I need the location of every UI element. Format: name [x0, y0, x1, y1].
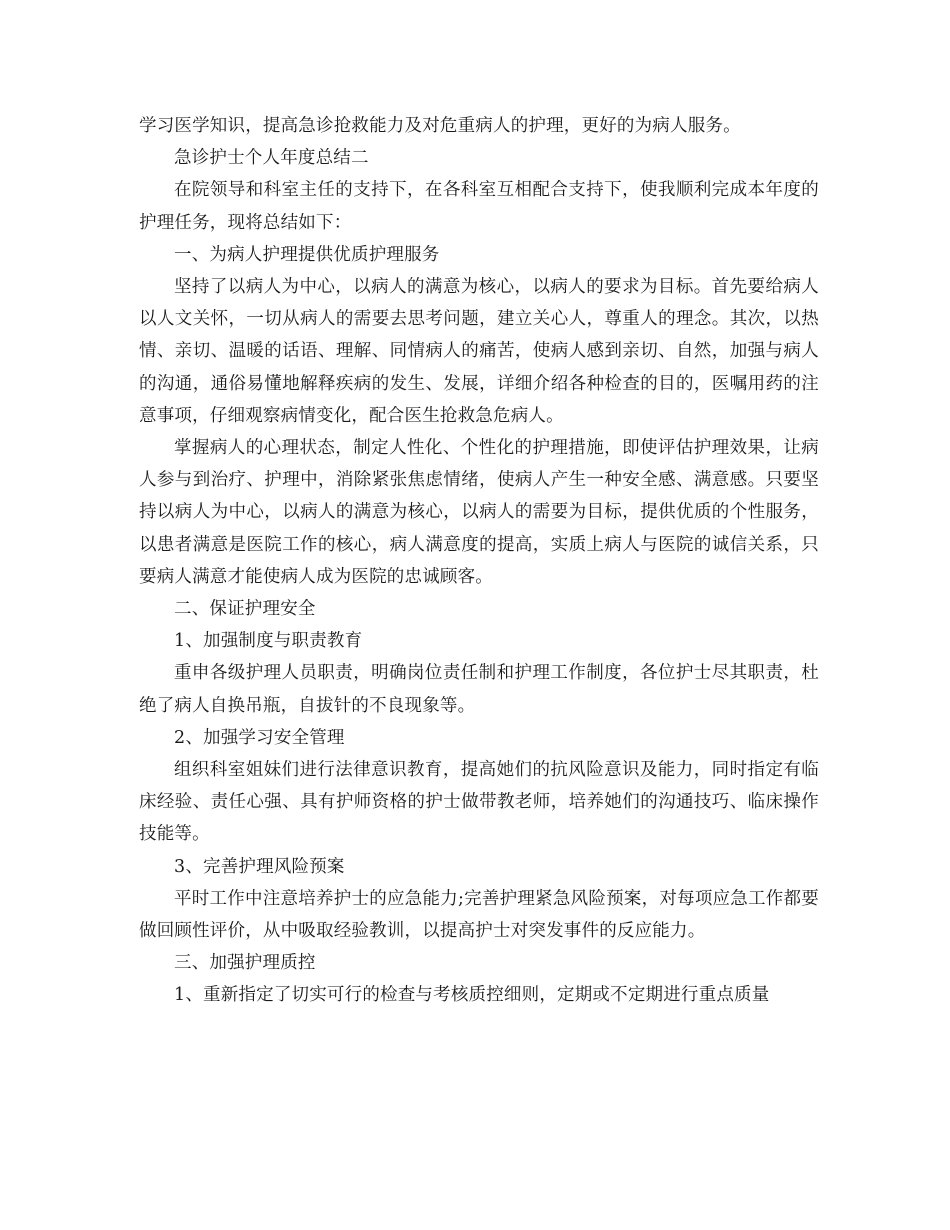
paragraph-intro: 在院领导和科室主任的支持下，在各科室互相配合支持下，使我顺利完成本年度的护理任务，现将总结如下： [139, 180, 819, 233]
heading-part-three: 三、加强护理质控 [174, 953, 316, 974]
subheading: 1、加强制度与职责教育 [174, 631, 363, 652]
paragraph: 组织科室姐妹们进行法律意识教育，提高她们的抗风险意识及能力，同时指定有临床经验、责任心强、具有护师资格的护士做带教老师，培养她们的沟通技巧、临床操作技能等。 [139, 760, 819, 845]
subheading: 2、加强学习安全管理 [174, 727, 345, 748]
section-title: 急诊护士个人年度总结二 [174, 148, 369, 169]
paragraph: 坚持了以病人为中心，以病人的满意为核心，以病人的要求为目标。首先要给病人以人文关怀，一切从病人的需要去思考问题，建立关心人，尊重人的理念。其次，以热情、亲切、温暖的话语、理解、同情病人的痛苦，使病人感到亲切、自然，加强与病人的沟通，通俗易懂地解释疾病的发生、发展，详细介绍各种检查的目的，医嘱用药的注意事项，仔细观察病情变化，配合医生抢救急危病人。 [139, 277, 819, 426]
paragraph: 1、重新指定了切实可行的检查与考核质控细则，定期或不定期进行重点质量 [174, 985, 770, 1006]
paragraph: 平时工作中注意培养护士的应急能力;完善护理紧急风险预案，对每项应急工作都要做回顾性评价，从中吸取经验教训，以提高护士对突发事件的反应能力。 [139, 888, 819, 942]
subheading: 3、完善护理风险预案 [174, 856, 345, 877]
paragraph: 掌握病人的心理状态，制定人性化、个性化的护理措施，即使评估护理效果，让病人参与到治疗、护理中，消除紧张焦虑情绪，使病人产生一种安全感、满意感。只要坚持以病人为中心，以病人的满意为核心，以病人的需要为目标，提供优质的个性服务，以患者满意是医院工作的核心，病人满意度的提高，实质上病人与医院的诚信关系，只要病人满意才能使病人成为医院的忠诚顾客。 [139, 438, 819, 587]
document-body [139, 110, 819, 1012]
heading-part-two: 二、保证护理安全 [174, 599, 316, 620]
paragraph: 重申各级护理人员职责，明确岗位责任制和护理工作制度，各位护士尽其职责，杜绝了病人自换吊瓶，自拔针的不良现象等。 [139, 663, 819, 716]
heading-part-one: 一、为病人护理提供优质护理服务 [174, 244, 440, 265]
paragraph-continuation: 学习医学知识，提高急诊抢救能力及对危重病人的护理，更好的为病人服务。 [139, 116, 741, 136]
